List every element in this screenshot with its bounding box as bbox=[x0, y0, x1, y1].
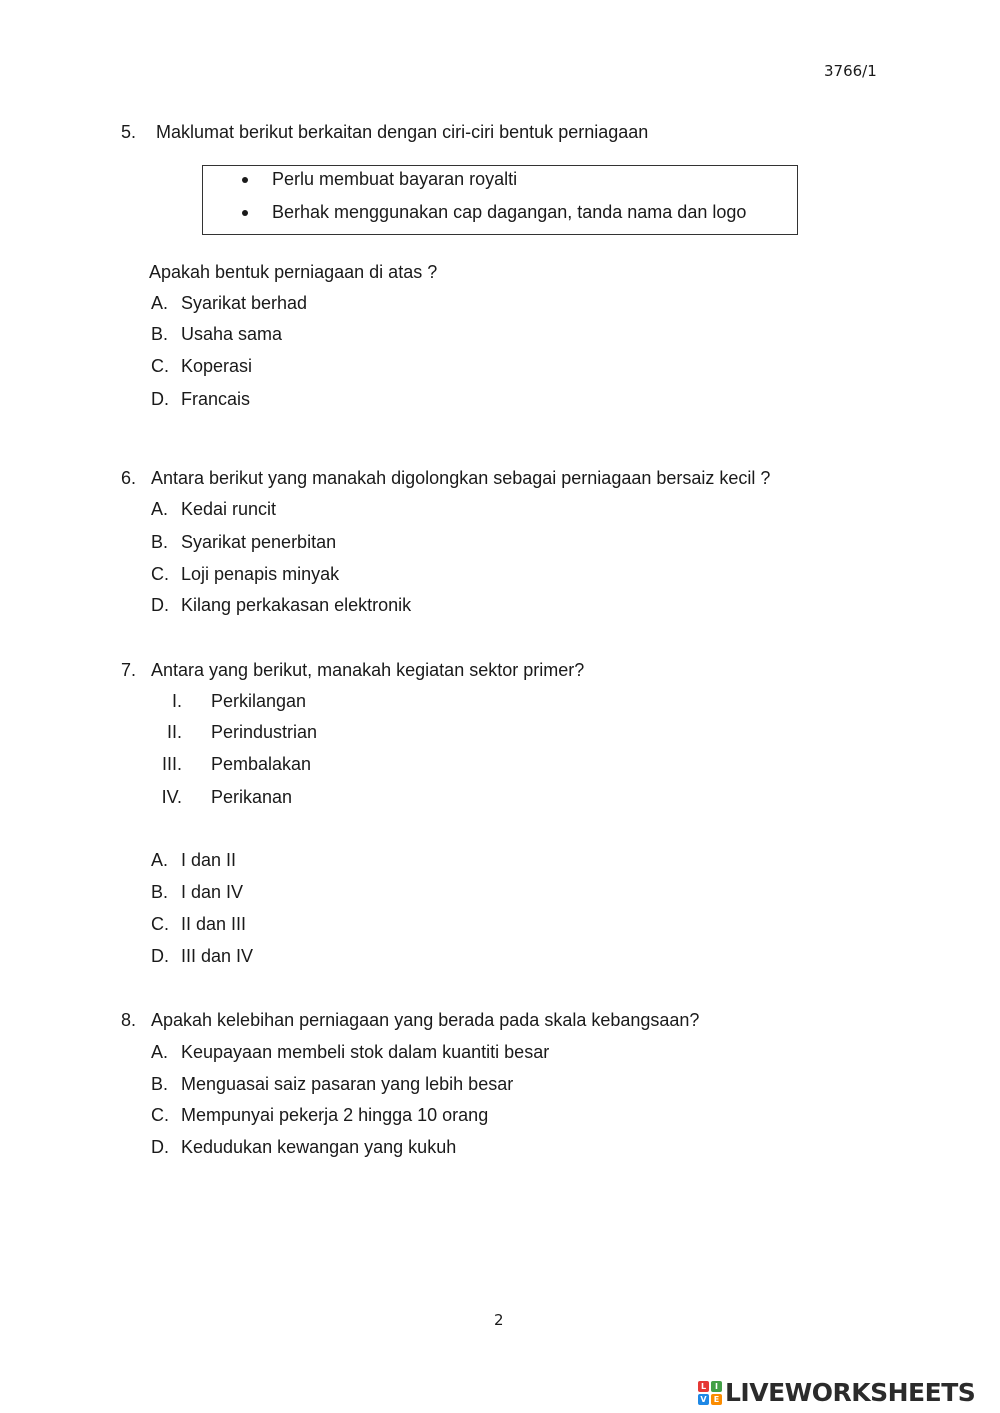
bullet-icon bbox=[242, 210, 248, 216]
statement-text: Perikanan bbox=[211, 787, 293, 807]
logo-tile: V bbox=[698, 1394, 709, 1405]
option-letter: C. bbox=[151, 356, 169, 376]
option-c-text[interactable]: II dan III bbox=[181, 914, 247, 934]
option-letter: B. bbox=[151, 882, 169, 902]
logo-tiles-icon bbox=[698, 1381, 722, 1405]
statement-numeral: II. bbox=[166, 722, 182, 742]
option-letter: B. bbox=[151, 324, 169, 344]
logo-tile: I bbox=[711, 1381, 722, 1392]
exam-code: 3766/1 bbox=[824, 62, 877, 80]
liveworksheets-logo bbox=[698, 1378, 975, 1407]
option-b-text[interactable]: Menguasai saiz pasaran yang lebih besar bbox=[181, 1074, 514, 1094]
option-letter: D. bbox=[151, 389, 169, 409]
logo-tile: E bbox=[711, 1394, 722, 1405]
option-d-text[interactable]: Francais bbox=[181, 389, 251, 409]
question-number: 7. bbox=[121, 660, 137, 680]
bullet-icon bbox=[242, 177, 248, 183]
option-d-text[interactable]: Kilang perkakasan elektronik bbox=[181, 595, 412, 615]
option-d-text[interactable]: Kedudukan kewangan yang kukuh bbox=[181, 1137, 457, 1157]
option-d-text[interactable]: III dan IV bbox=[181, 946, 254, 966]
question-stem: Antara yang berikut, manakah kegiatan sektor primer? bbox=[151, 660, 585, 680]
question-stem: Maklumat berikut berkaitan dengan ciri-ciri bentuk perniagaan bbox=[156, 122, 649, 142]
info-box-item: Perlu membuat bayaran royalti bbox=[272, 169, 518, 189]
option-letter: D. bbox=[151, 1137, 169, 1157]
logo-wordmark: LIVEWORKSHEETS bbox=[725, 1378, 976, 1407]
question-prompt: Apakah bentuk perniagaan di atas ? bbox=[149, 262, 438, 282]
option-letter: D. bbox=[151, 595, 169, 615]
statement-text: Perindustrian bbox=[211, 722, 318, 742]
page-number: 2 bbox=[494, 1311, 504, 1329]
option-b-text[interactable]: Usaha sama bbox=[181, 324, 283, 344]
statement-numeral: I. bbox=[171, 691, 182, 711]
option-b-text[interactable]: I dan IV bbox=[181, 882, 244, 902]
statement-numeral: IV. bbox=[161, 787, 182, 807]
option-c-text[interactable]: Mempunyai pekerja 2 hingga 10 orang bbox=[181, 1105, 489, 1125]
option-letter: B. bbox=[151, 532, 169, 552]
option-a-text[interactable]: I dan II bbox=[181, 850, 237, 870]
option-letter: D. bbox=[151, 946, 169, 966]
option-letter: A. bbox=[151, 293, 169, 313]
option-c-text[interactable]: Loji penapis minyak bbox=[181, 564, 340, 584]
question-number: 8. bbox=[121, 1010, 137, 1030]
question-stem: Antara berikut yang manakah digolongkan sebagai perniagaan bersaiz kecil ? bbox=[151, 468, 771, 488]
question-number: 6. bbox=[121, 468, 137, 488]
option-letter: B. bbox=[151, 1074, 169, 1094]
statement-text: Pembalakan bbox=[211, 754, 312, 774]
option-a-text[interactable]: Keupayaan membeli stok dalam kuantiti besar bbox=[181, 1042, 550, 1062]
statement-text: Perkilangan bbox=[211, 691, 307, 711]
option-b-text[interactable]: Syarikat penerbitan bbox=[181, 532, 337, 552]
option-a-text[interactable]: Kedai runcit bbox=[181, 499, 277, 519]
option-letter: A. bbox=[151, 850, 169, 870]
option-c-text[interactable]: Koperasi bbox=[181, 356, 253, 376]
logo-tile: L bbox=[698, 1381, 709, 1392]
info-box-item: Berhak menggunakan cap dagangan, tanda nama dan logo bbox=[272, 202, 747, 222]
option-letter: A. bbox=[151, 1042, 169, 1062]
question-stem: Apakah kelebihan perniagaan yang berada pada skala kebangsaan? bbox=[151, 1010, 700, 1030]
option-letter: A. bbox=[151, 499, 169, 519]
option-letter: C. bbox=[151, 564, 169, 584]
option-letter: C. bbox=[151, 914, 169, 934]
option-a-text[interactable]: Syarikat berhad bbox=[181, 293, 308, 313]
statement-numeral: III. bbox=[161, 754, 182, 774]
question-number: 5. bbox=[121, 122, 137, 142]
option-letter: C. bbox=[151, 1105, 169, 1125]
